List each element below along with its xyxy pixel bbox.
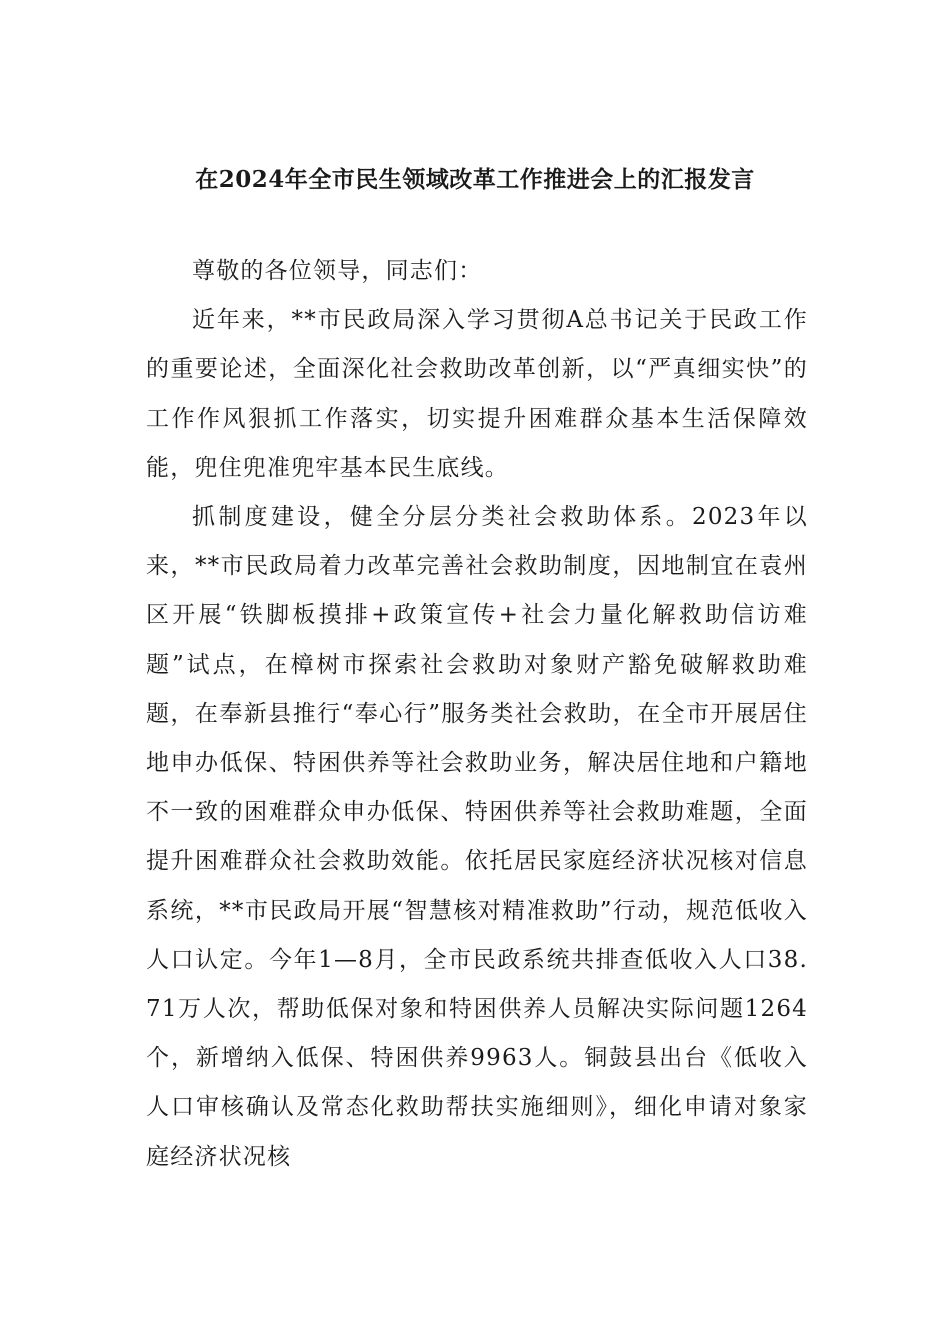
salutation: 尊敬的各位领导，同志们： (192, 258, 483, 284)
paragraph-intro: 近年来，**市民政局深入学习贯彻A总书记关于民政工作的重要论述，全面深化社会救助改革创新，以“严真细实快”的工作作风狠抓工作落实，切实提升困难群众基本生活保障效能，兜住兜准兜牢基本民生底线。 (146, 307, 808, 481)
document-body (146, 247, 808, 1182)
paragraph-system-building: 抓制度建设，健全分层分类社会救助体系。2023年以来，**市民政局着力改革完善社会救助制度，因地制宜在袁州区开展“铁脚板摸排+政策宣传+社会力量化解救助信访难题”试点，在樟树市探索社会救助对象财产豁免破解救助难题，在奉新县推行“奉心行”服务类社会救助，在全市开展居住地申办低保、特困供养等社会救助业务，解决居住地和户籍地不一致的困难群众申办低保、特困供养等社会救助难题，全面提升困难群众社会救助效能。依托居民家庭经济状况核对信息系统，**市民政局开展“智慧核对精准救助”行动，规范低收入人口认定。今年1—8月，全市民政系统共排查低收入人口38.71万人次，帮助低保对象和特困供养人员解决实际问题1264个，新增纳入低保、特困供养9963人。铜鼓县出台《低收入人口审核确认及常态化救助帮扶实施细则》，细化申请对象家庭经济状况核 (146, 504, 808, 1170)
document-title: 在2024年全市民生领域改革工作推进会上的汇报发言 (195, 166, 755, 193)
